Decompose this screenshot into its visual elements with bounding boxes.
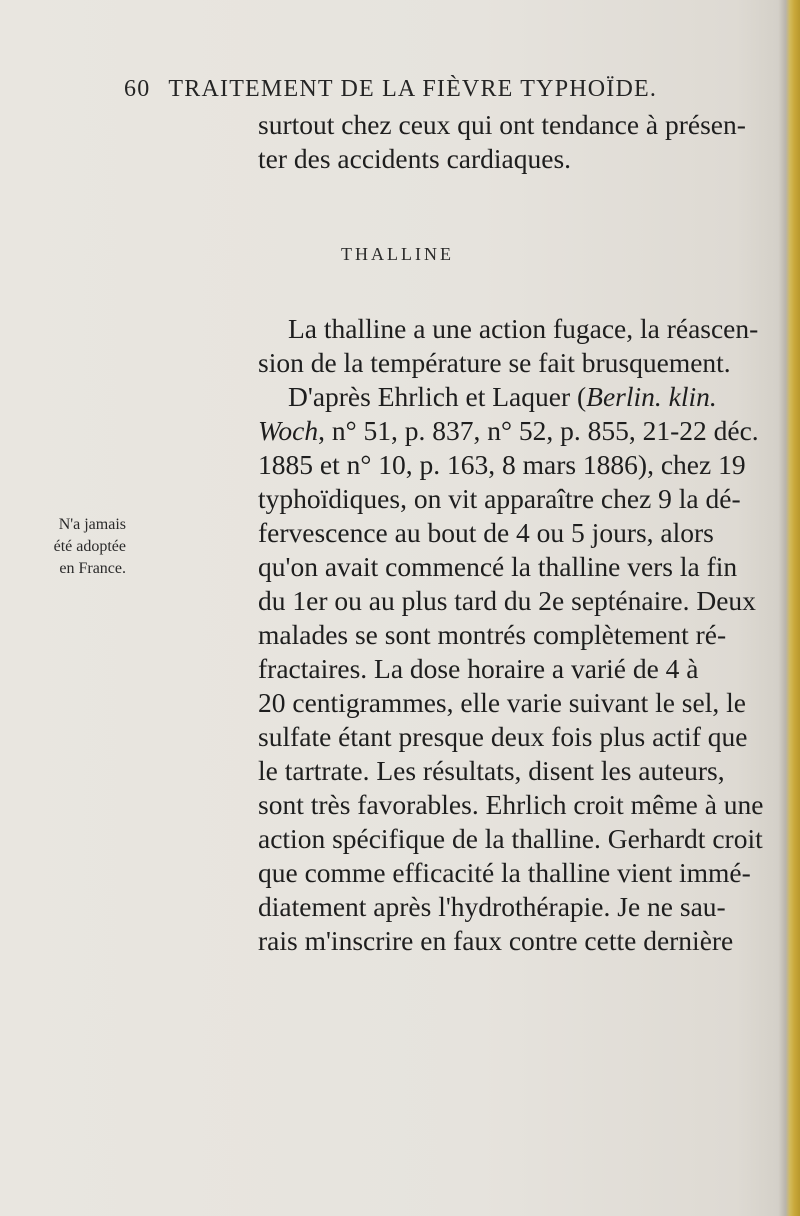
text-line: sont très favorables. Ehrlich croit même à une — [258, 789, 764, 820]
text-line: fervescence au bout de 4 ou 5 jours, alors — [258, 517, 714, 548]
text-line: du 1er ou au plus tard du 2e septénaire. Deux — [258, 585, 756, 616]
text-line: diatement après l'hydrothérapie. Je ne sau- — [258, 891, 726, 922]
text-fragment: , n° 51, p. 837, n° 52, p. 855, 21-22 déc. — [318, 415, 759, 446]
text-line: sulfate étant presque deux fois plus actif que — [258, 721, 748, 752]
citation-journal-end: Woch — [258, 415, 319, 446]
section-title: THALLINE — [341, 244, 454, 264]
margin-note — [26, 514, 126, 580]
page-edge — [778, 0, 800, 1216]
intro-paragraph — [258, 108, 746, 176]
text-fragment: D'après Ehrlich et Laquer ( — [288, 381, 587, 412]
thalline-paragraph — [258, 312, 764, 958]
text-line: typhoïdiques, on vit apparaître chez 9 la dé- — [258, 483, 741, 514]
text-line: ter des accidents cardiaques. — [258, 143, 572, 174]
text-line: rais m'inscrire en faux contre cette dernière — [258, 925, 734, 956]
text-line — [258, 414, 759, 448]
text-line: 20 centigrammes, elle varie suivant le sel, le — [258, 687, 746, 718]
margin-note-line: été adoptée — [53, 538, 126, 555]
text-line: que comme efficacité la thalline vient immé- — [258, 857, 751, 888]
text-line: sion de la température se fait brusquement. — [258, 347, 731, 378]
page-number: 60 — [124, 76, 151, 102]
running-header — [124, 76, 724, 103]
text-line: surtout chez ceux qui ont tendance à présen- — [258, 109, 746, 140]
text-line: le tartrate. Les résultats, disent les auteurs, — [258, 755, 725, 786]
running-title: TRAITEMENT DE LA FIÈVRE TYPHOÏDE. — [168, 76, 658, 102]
text-line: action spécifique de la thalline. Gerhardt croit — [258, 823, 763, 854]
text-line: qu'on avait commencé la thalline vers la fin — [258, 551, 738, 582]
text-line: 1885 et n° 10, p. 163, 8 mars 1886), chez 19 — [258, 449, 746, 480]
margin-note-line: en France. — [59, 560, 126, 577]
text-line: fractaires. La dose horaire a varié de 4 à — [258, 653, 699, 684]
citation-journal: Berlin. klin. — [586, 381, 717, 412]
text-line — [258, 380, 718, 414]
text-line: malades se sont montrés complètement ré- — [258, 619, 727, 650]
margin-note-line: N'a jamais — [58, 516, 126, 533]
text-line: La thalline a une action fugace, la réascen- — [288, 313, 759, 344]
